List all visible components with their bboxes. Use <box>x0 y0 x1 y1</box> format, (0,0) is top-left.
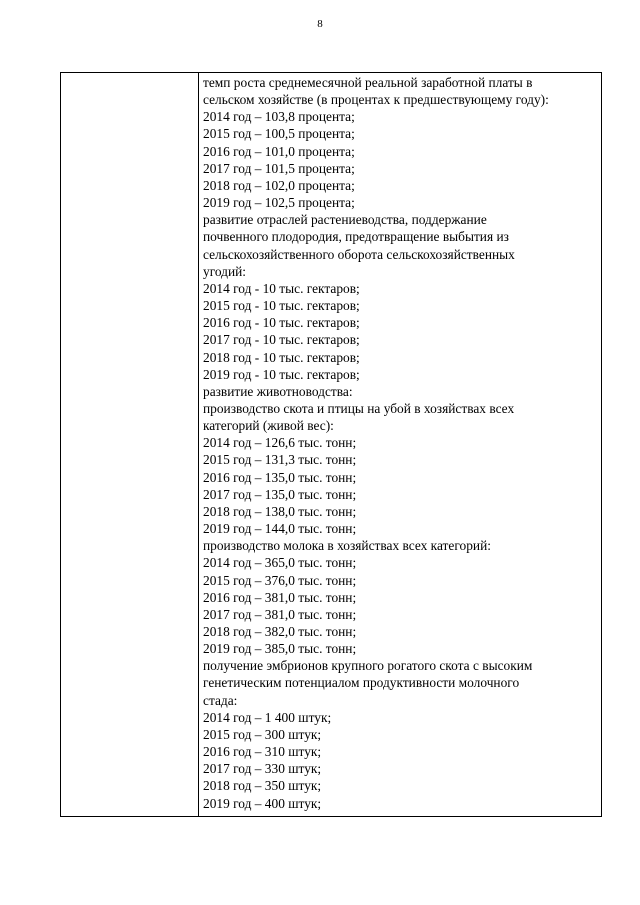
table-left-column <box>61 73 199 816</box>
text-line: 2014 год - 10 тыс. гектаров; <box>203 280 360 296</box>
text-line: 2016 год – 310 штук; <box>203 744 322 760</box>
document-table <box>60 72 602 817</box>
text-line: 2014 год – 1 400 штук; <box>203 709 332 725</box>
text-line: темп роста среднемесячной реальной заработной платы в <box>203 75 533 90</box>
text-line: 2019 год – 144,0 тыс. тонн; <box>203 521 357 537</box>
text-line: 2015 год – 376,0 тыс. тонн; <box>203 572 357 588</box>
text-line: 2015 год – 100,5 процента; <box>203 126 355 142</box>
text-line: 2018 год – 102,0 процента; <box>203 177 355 193</box>
text-line: 2015 год – 300 штук; <box>203 726 322 742</box>
text-line: 2016 год – 135,0 тыс. тонн; <box>203 469 357 485</box>
text-line: 2017 год – 330 штук; <box>203 761 322 777</box>
text-line: 2019 год – 102,5 процента; <box>203 195 355 211</box>
text-line: 2015 год – 131,3 тыс. тонн; <box>203 452 357 468</box>
text-line: 2017 год – 135,0 тыс. тонн; <box>203 486 357 502</box>
text-line: сельском хозяйстве (в процентах к предшествующему году): <box>203 92 549 108</box>
page-number: 8 <box>317 18 323 30</box>
text-line: 2015 год - 10 тыс. гектаров; <box>203 298 360 314</box>
text-line: производство молока в хозяйствах всех категорий: <box>203 538 491 554</box>
text-line: 2016 год – 101,0 процента; <box>203 143 355 159</box>
text-line: получение эмбрионов крупного рогатого скота с высоким <box>203 658 533 674</box>
text-line: 2016 год – 381,0 тыс. тонн; <box>203 589 357 605</box>
text-line: почвенного плодородия, предотвращение выбытия из <box>203 229 509 245</box>
text-line: 2018 год – 138,0 тыс. тонн; <box>203 503 357 519</box>
text-line: угодий: <box>203 263 247 279</box>
text-line: 2017 год - 10 тыс. гектаров; <box>203 332 360 348</box>
text-line: генетическим потенциалом продуктивности молочного <box>203 675 520 691</box>
text-line: стада: <box>203 692 238 708</box>
text-line: 2014 год – 126,6 тыс. тонн; <box>203 435 357 451</box>
text-line: 2014 год – 365,0 тыс. тонн; <box>203 555 357 571</box>
text-line: 2017 год – 381,0 тыс. тонн; <box>203 606 357 622</box>
text-line: категорий (живой вес): <box>203 418 334 434</box>
text-line: 2019 год - 10 тыс. гектаров; <box>203 366 360 382</box>
text-line: сельскохозяйственного оборота сельскохозяйственных <box>203 246 515 262</box>
text-line: 2017 год – 101,5 процента; <box>203 160 355 176</box>
text-line: 2018 год – 350 штук; <box>203 778 322 794</box>
text-line: производство скота и птицы на убой в хозяйствах всех <box>203 400 515 416</box>
text-line: развитие животноводства: <box>203 383 353 399</box>
table-right-column <box>199 73 601 816</box>
text-line: 2014 год – 103,8 процента; <box>203 109 355 125</box>
text-line: 2016 год - 10 тыс. гектаров; <box>203 315 360 331</box>
text-line: 2018 год - 10 тыс. гектаров; <box>203 349 360 365</box>
text-line: 2019 год – 385,0 тыс. тонн; <box>203 641 357 657</box>
text-line: 2019 год – 400 штук; <box>203 795 322 811</box>
text-line: 2018 год – 382,0 тыс. тонн; <box>203 624 357 639</box>
text-line: развитие отраслей растениеводства, поддержание <box>203 212 487 228</box>
